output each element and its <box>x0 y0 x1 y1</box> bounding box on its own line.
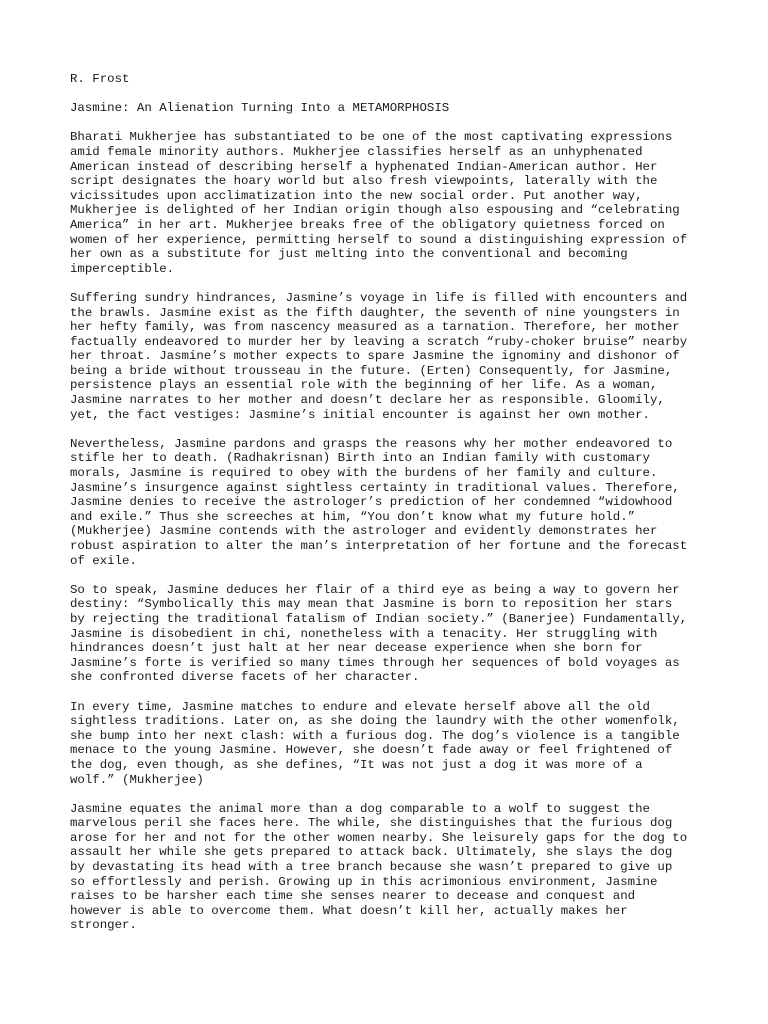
paragraph-line: hindrances doesn’t just halt at her near decease experience when she born for <box>70 641 643 656</box>
document-page <box>70 72 710 948</box>
paragraph-line: however is able to overcome them. What doesn’t kill her, actually makes her <box>70 903 628 918</box>
paragraph-line: Jasmine’s forte is verified so many times through her sequences of bold voyages as <box>70 655 680 670</box>
paragraph-line: of exile. <box>70 553 137 568</box>
paragraph-line: Jasmine is disobedient in chi, nonetheless with a tenacity. Her struggling with <box>70 626 658 641</box>
paragraph-line: American instead of describing herself a hyphenated Indian-American author. Her <box>70 159 658 174</box>
paragraph-line: arose for her and not for the other women nearby. She leisurely gaps for the dog to <box>70 830 688 845</box>
paragraph-line: robust aspiration to alter the man’s interpretation of her fortune and the forecast <box>70 539 688 553</box>
paragraph-line: persistence plays an essential role with the beginning of her life. As a woman, <box>70 378 658 393</box>
paragraph-line: and exile.” Thus she screeches at him, “You don’t know what my future hold.” <box>70 509 636 524</box>
paragraph-line: yet, the fact vestiges: Jasmine’s initial encounter is against her own mother. <box>70 407 650 422</box>
paragraph-line: factually endeavored to murder her by leaving a scratch “ruby-choker bruise” nearby <box>70 334 688 349</box>
paragraph-line: script designates the hoary world but also fresh viewpoints, laterally with the <box>70 174 658 189</box>
paragraph-line: her throat. Jasmine’s mother expects to spare Jasmine the ignominy and dishonor of <box>70 349 680 364</box>
document-title: Jasmine: An Alienation Turning Into a METAMORPHOSIS <box>70 101 450 116</box>
author-name: R. Frost <box>70 72 130 86</box>
paragraph <box>70 700 710 788</box>
paragraph-line: So to speak, Jasmine deduces her flair of a third eye as being a way to govern her <box>70 582 680 597</box>
paragraph-line: Nevertheless, Jasmine pardons and grasps the reasons why her mother endeavored to <box>70 436 673 451</box>
paragraph-line: Jasmine equates the animal more than a dog comparable to a wolf to suggest the <box>70 801 650 816</box>
paragraph <box>70 291 710 422</box>
paragraph <box>70 802 710 933</box>
paragraph-line: Jasmine narrates to her mother and doesn’t declare her as responsible. Gloomily, <box>70 393 665 408</box>
document-body <box>70 130 710 933</box>
paragraph-line: marvelous peril she faces here. The while, she distinguishes that the furious dog <box>70 816 673 831</box>
paragraph-line: by devastating its head with a tree branch because she wasn’t prepared to give up <box>70 860 673 875</box>
paragraph-line: America” in her art. Mukherjee breaks free of the obligatory quietness forced on <box>70 217 665 232</box>
paragraph <box>70 583 710 685</box>
paragraph-line: her hefty family, was from nascency measured as a tarnation. Therefore, her mother <box>70 320 680 335</box>
paragraph-line: sightless traditions. Later on, as she doing the laundry with the other womenfolk, <box>70 714 680 729</box>
paragraph-line: stifle her to death. (Radhakrisnan) Birth into an Indian family with customary <box>70 451 650 466</box>
paragraph-line: vicissitudes upon acclimatization into the new social order. Put another way, <box>70 188 643 203</box>
paragraph-line: In every time, Jasmine matches to endure and elevate herself above all the old <box>70 699 650 714</box>
paragraph-line: destiny: “Symbolically this may mean that Jasmine is born to reposition her stars <box>70 597 673 612</box>
paragraph-line: her own as a substitute for just melting into the conventional and becoming <box>70 247 628 262</box>
paragraph-line: imperceptible. <box>70 261 175 276</box>
paragraph-line: Jasmine’s insurgence against sightless certainty in traditional values. Therefore, <box>70 480 680 495</box>
paragraph-line: raises to be harsher each time she senses nearer to decease and conquest and <box>70 889 636 904</box>
paragraph-line: wolf.” (Mukherjee) <box>70 772 204 787</box>
paragraph-line: she bump into her next clash: with a furious dog. The dog’s violence is a tangible <box>70 728 680 743</box>
paragraph-line: menace to the young Jasmine. However, she doesn’t fade away or feel frightened of <box>70 743 673 758</box>
paragraph-line: stronger. <box>70 918 137 933</box>
paragraph-line: the dog, even though, as she defines, “It was not just a dog it was more of a <box>70 757 643 772</box>
paragraph-line: Suffering sundry hindrances, Jasmine’s voyage in life is filled with encounters and <box>70 290 688 305</box>
paragraph-line: Mukherjee is delighted of her Indian origin though also espousing and “celebrating <box>70 203 680 218</box>
paragraph-line: so effortlessly and perish. Growing up in this acrimonious environment, Jasmine <box>70 874 658 889</box>
paragraph-line: assault her while she gets prepared to attack back. Ultimately, she slays the dog <box>70 845 673 860</box>
paragraph-line: (Mukherjee) Jasmine contends with the astrologer and evidently demonstrates her <box>70 524 658 539</box>
paragraph-line: Bharati Mukherjee has substantiated to be one of the most captivating expressions <box>70 130 673 145</box>
paragraph-line: amid female minority authors. Mukherjee classifies herself as an unhyphenated <box>70 144 643 159</box>
paragraph-line: the brawls. Jasmine exist as the fifth daughter, the seventh of nine youngsters in <box>70 305 680 320</box>
paragraph <box>70 130 710 276</box>
paragraph-line: being a bride without trousseau in the future. (Erten) Consequently, for Jasmine, <box>70 363 673 378</box>
paragraph-line: she confronted diverse facets of her character. <box>70 670 420 685</box>
paragraph-line: by rejecting the traditional fatalism of Indian society.” (Banerjee) Fundamentally, <box>70 611 688 626</box>
paragraph-line: women of her experience, permitting herself to sound a distinguishing expression of <box>70 232 688 247</box>
paragraph-line: morals, Jasmine is required to obey with the burdens of her family and culture. <box>70 466 658 481</box>
paragraph-line: Jasmine denies to receive the astrologer’s prediction of her condemned “widowhood <box>70 495 673 510</box>
paragraph <box>70 437 710 568</box>
